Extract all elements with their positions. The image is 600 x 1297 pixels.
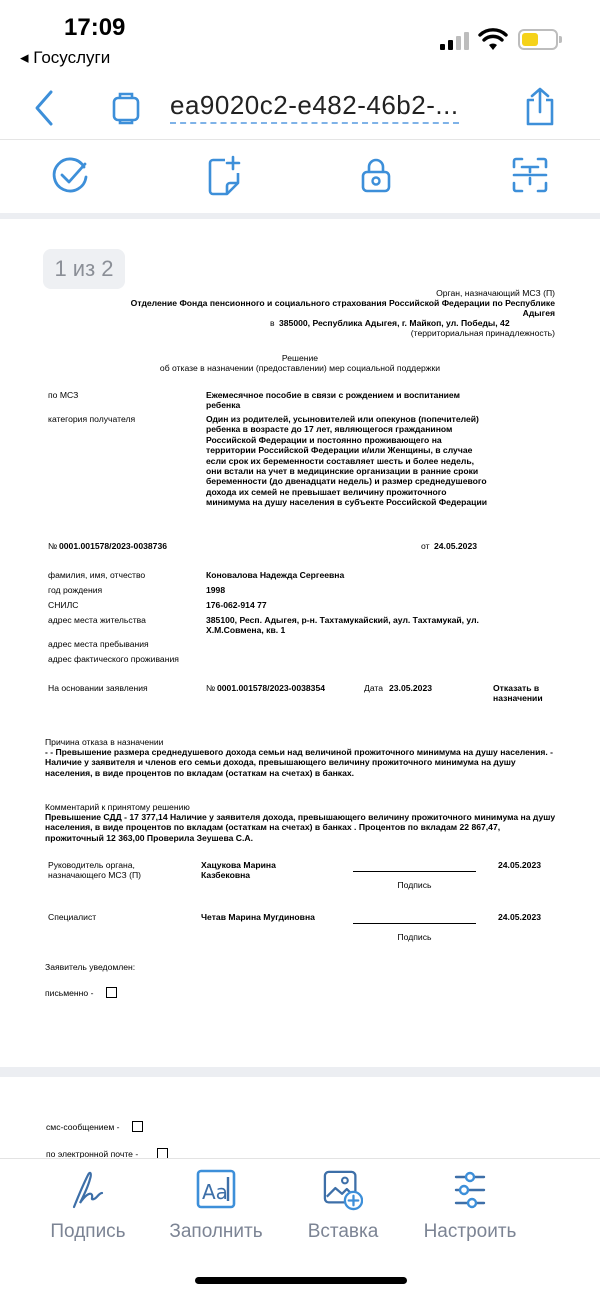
page-counter-badge: 1 из 2 [43,249,125,289]
category-value: Один из родителей, усыновителей или опекунов (попечителей) ребенка в возрасте до 17 лет, являющегося гражданином Российской Федерации и постоянно проживающего на территории Российской Федерации и/или Женщины, в случае если срок их беременности составляет шесть и более недель, они встали на учет в медицинские организации в ранние сроки беременности (до двенадцати недель) и размер среднедушевого дохода их семей не превышает величину прожиточного минимума на душу населения в субъекте Российской Федерации [206,414,488,508]
basis-number-prefix: № [206,683,216,693]
head-date: 24.05.2023 [498,860,542,870]
decision-date-prefix: от [421,541,430,551]
birth-year-label: год рождения [48,585,103,595]
specialist-label: Специалист [48,912,97,922]
reason-label: Причина отказа в назначении [45,737,164,747]
organ-name: Отделение Фонда пенсионного и социального страхования Российской Федерации по Республике [130,298,555,308]
msz-value: Ежемесячное пособие в связи с рождением и воспитанием ребенка [206,390,460,411]
specialist-signature-caption: Подпись [397,932,432,942]
comment-label: Комментарий к принятому решению [45,802,190,812]
fio-value: Коновалова Надежда Сергеевна [206,570,345,580]
head-name: Хацукова Марина Казбековна [201,860,276,881]
decision-title: Решение [281,353,319,363]
organ-address-prefix: в [270,318,275,328]
back-to-app-link[interactable]: ◂ Госуслуги [20,48,111,67]
basis-label: На основании заявления [48,683,148,693]
written-notice-checkbox[interactable] [106,987,117,998]
snils-value: 176-062-914 77 [206,600,267,610]
stay-address-label: адрес места пребывания [48,639,149,649]
organ-note: (территориальная принадлежность) [410,328,555,338]
residence-address-value: 385100, Респ. Адыгея, р-н. Тахтамукайский, аул. Тахтамукай, ул. Х.М.Совмена, кв. 1 [206,615,479,636]
basis-number: 0001.001578/2023-0038354 [217,683,326,693]
status-time: 17:09 [64,14,126,41]
home-indicator[interactable] [195,1277,407,1284]
tab-insert-label: Вставка [307,1221,379,1242]
organ-address: 385000, Республика Адыгея, г. Майкоп, ул. Победы, 42 [279,318,510,328]
decision-number-prefix: № [48,541,58,551]
document-view-icon[interactable] [110,90,142,126]
tab-fill-label: Заполнить [169,1221,263,1242]
scan-text-icon[interactable] [510,155,550,195]
check-circle-icon[interactable] [50,155,90,195]
document-title[interactable]: ea9020c2-e482-46b2-... [170,90,459,124]
sliders-icon [450,1169,490,1211]
status-bar [0,0,600,80]
notified-label: Заявитель уведомлен: [45,962,136,972]
specialist-name: Четав Марина Мугдиновна [201,912,315,922]
tab-settings-label: Настроить [423,1221,517,1242]
head-label: Руководитель органа, назначающего МСЗ (П) [48,860,142,881]
add-page-icon[interactable] [205,155,243,197]
tab-signature-label: Подпись [50,1221,126,1242]
birth-year-value: 1998 [206,585,226,595]
head-signature-line [353,871,476,872]
sms-notice-checkbox[interactable] [132,1121,143,1132]
residence-address-label: адрес места жительства [48,615,146,625]
email-notice-checkbox[interactable] [157,1148,168,1158]
document-viewer[interactable] [0,213,600,1158]
comment-value: Превышение СДД - 17 377,14 Наличие у заявителя дохода, превышающего величину прожиточного минимума на душу населения, в виде процентов по вкладам (остаткам на счетах) в банках . Процентов по вкладам 22 867,47, прожиточный 12 363,00 Проверила Зеушева С.А. [45,812,556,843]
basis-date: 23.05.2023 [389,683,433,693]
reason-value: - - Превышение размера среднедушевого дохода семьи над величиной прожиточного минимума на душу населения. - Наличие у заявителя и членов его семьи дохода, превышающего величину прожиточного минимума на душу населения, в виде процентов по вкладам (остаткам на счетах) в банках. [45,747,554,778]
specialist-date: 24.05.2023 [498,912,542,922]
fio-label: фамилия, имя, отчество [48,570,146,580]
basis-result: Отказать в назначении [493,683,543,704]
battery-icon [518,29,558,50]
svg-text:Aa: Aa [202,1180,228,1204]
actual-address-label: адрес фактического проживания [48,654,179,664]
share-icon[interactable] [522,86,558,128]
sms-notice-label: смс-сообщением - [46,1122,120,1132]
decision-subtitle: об отказе в назначении (предоставлении) мер социальной поддержки [159,363,441,373]
document-page-2 [0,1077,600,1158]
text-fill-icon [196,1169,236,1211]
decision-number: 0001.001578/2023-0038736 [59,541,168,551]
head-signature-caption: Подпись [397,880,432,890]
insert-image-icon [323,1169,363,1211]
specialist-signature-line [353,923,476,924]
email-notice-label: по электронной почте - [46,1149,139,1158]
back-chevron-icon[interactable] [32,88,56,128]
decision-date: 24.05.2023 [434,541,478,551]
organ-label: Орган, назначающий МСЗ (П) [436,288,555,298]
document-toolbar [0,141,600,213]
category-label: категория получателя [48,414,136,424]
snils-label: СНИЛС [48,600,79,610]
msz-label: по МСЗ [48,390,79,400]
wifi-icon [478,28,508,52]
lock-icon[interactable] [358,155,394,195]
navigation-bar [0,80,600,140]
basis-date-prefix: Дата [364,683,384,693]
signature-icon [68,1169,108,1211]
cellular-signal-icon [440,32,470,50]
written-notice-label: письменно - [45,988,94,998]
document-page-1 [0,219,600,1067]
organ-name-continued: Адыгея [522,308,555,318]
